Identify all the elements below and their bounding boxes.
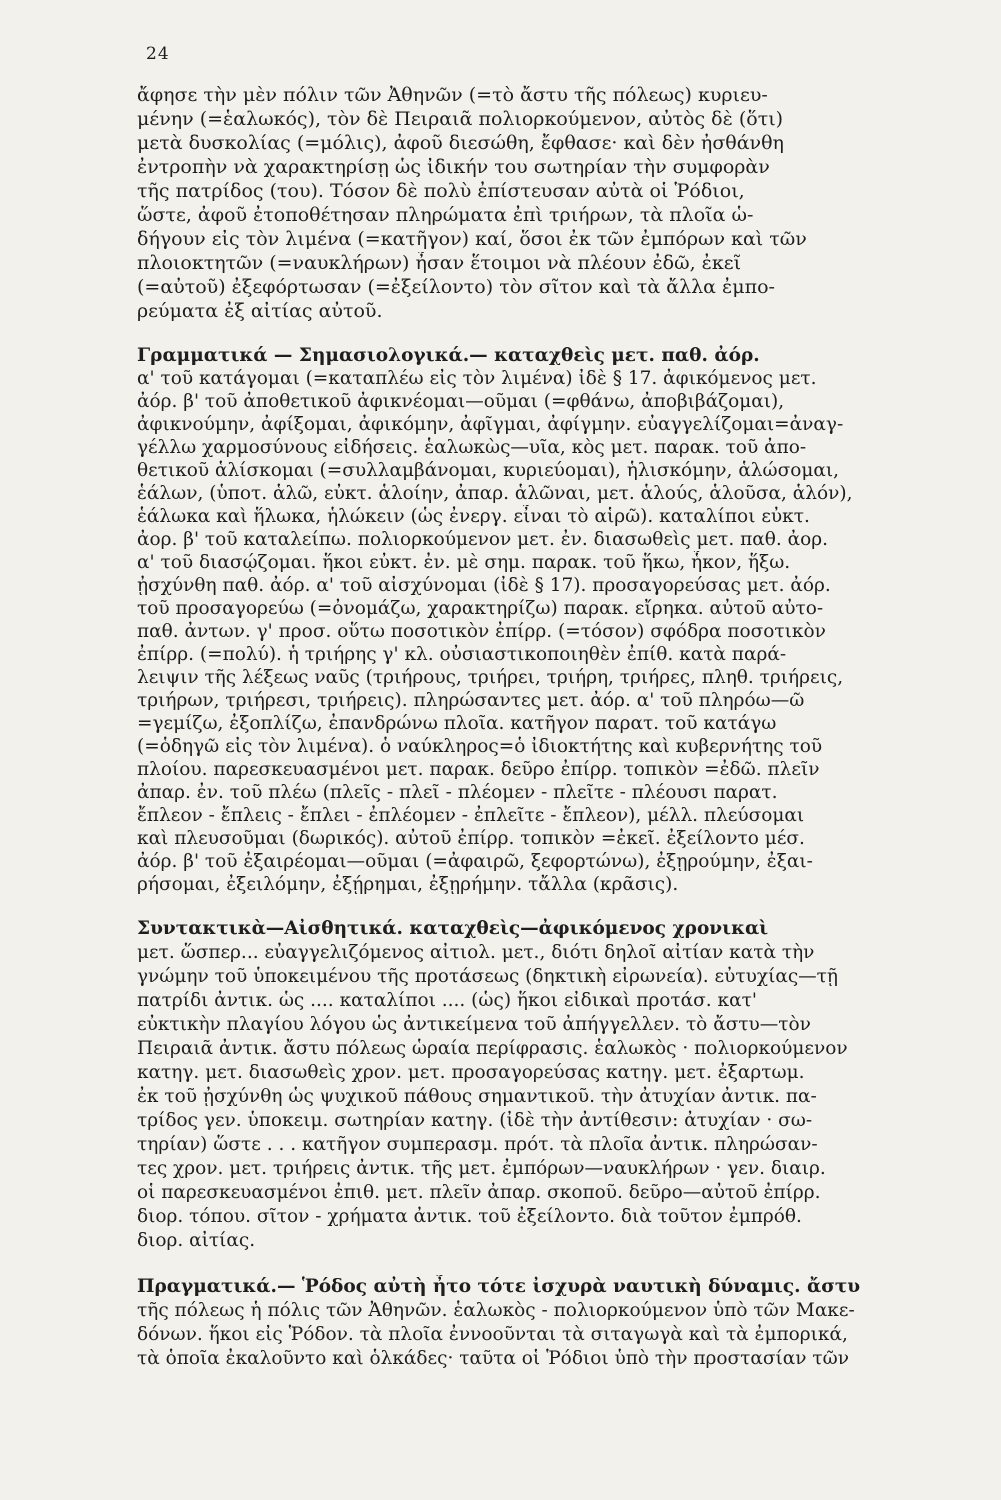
text-line: ρήσομαι, ἐξειλόμην, ἐξῄρημαι, ἐξῃρήμην. τἄλλα (κρᾶσις).: [137, 874, 679, 895]
text-line: ἀόρ. β' τοῦ ἐξαιρέομαι—οῦμαι (=ἀφαιρῶ, ξεφορτώνω), ἐξῃρούμην, ἐξαι-: [137, 851, 813, 872]
text-line: τοῦ προσαγορεύω (=ὀνομάζω, χαρακτηρίζω) παρακ. εἴρηκα. αὐτοῦ αὐτο-: [137, 598, 824, 619]
text-line: =γεμίζω, ἐξοπλίζω, ἐπανδρώνω πλοῖα. κατῆγον παρατ. τοῦ κατάγω: [137, 713, 777, 734]
text-line: γέλλω χαρμοσύνους εἰδήσεις. ἑαλωκὼς—υῖα, κὸς μετ. παρακ. τοῦ ἀπο-: [137, 437, 807, 458]
text-line: ἐπίρρ. (=πολύ). ἡ τριήρης γ' κλ. οὐσιαστικοποιηθὲν ἐπίθ. κατὰ παρά-: [137, 644, 787, 665]
text-line: τῆς πόλεως ἡ πόλις τῶν Ἀθηνῶν. ἑαλωκὸς - πολιορκούμενον ὑπὸ τῶν Μακε-: [137, 1300, 855, 1321]
text-line: ἄφησε τὴν μὲν πόλιν τῶν Ἀθηνῶν (=τὸ ἄστυ τῆς πόλεως) κυριευ-: [137, 84, 768, 106]
text-line: ἀφικνούμην, ἀφίξομαι, ἀφικόμην, ἀφῖγμαι, ἀφίγμην. εὐαγγελίζομαι=ἀναγ-: [137, 414, 844, 435]
text-line: (=ὁδηγῶ εἰς τὸν λιμένα). ὁ ναύκληρος=ὁ ἰδιοκτήτης καὶ κυβερνήτης τοῦ: [137, 736, 823, 757]
text-line: πλοίου. παρεσκευασμένοι μετ. παρακ. δεῦρο ἐπίρρ. τοπικὸν =ἐδῶ. πλεῖν: [137, 759, 820, 780]
text-line: οἱ παρεσκευασμένοι ἐπιθ. μετ. πλεῖν ἀπαρ. σκοποῦ. δεῦρο—αὐτοῦ ἐπίρρ.: [137, 1182, 821, 1203]
text-line: καὶ πλευσοῦμαι (δωρικός). αὐτοῦ ἐπίρρ. τοπικὸν =ἐκεῖ. ἐξείλοντο μέσ.: [137, 828, 805, 849]
text-line: τριήρων, τριήρεσι, τριήρεις). πληρώσαντες μετ. ἀόρ. α' τοῦ πληρόω—ῶ: [137, 690, 805, 711]
text-line: ἀπαρ. ἐν. τοῦ πλέω (πλεῖς - πλεῖ - πλέομεν - πλεῖτε - πλέουσι παρατ.: [137, 782, 778, 803]
text-line: ἑάλων, (ὑποτ. ἁλῶ, εὐκτ. ἁλοίην, ἀπαρ. ἁλῶναι, μετ. ἁλούς, ἁλοῦσα, ἁλόν),: [137, 483, 853, 504]
grammar-heading-line: Γραμματικά — Σημασιολογικά.— καταχθεὶς μετ. παθ. ἀόρ.: [137, 345, 760, 366]
text-line: α' τοῦ κατάγομαι (=καταπλέω εἰς τὸν λιμένα) ἰδὲ § 17. ἀφικόμενος μετ.: [137, 368, 817, 389]
text-line: διορ. τόπου. σῖτον - χρήματα ἀντικ. τοῦ ἐξείλοντο. διὰ τοῦτον ἐμπρόθ.: [137, 1206, 802, 1227]
text-line: δόνων. ἥκοι εἰς Ῥόδον. τὰ πλοῖα ἐννοοῦνται τὰ σιταγωγὰ καὶ τὰ ἐμπορικά,: [137, 1324, 848, 1345]
pragmatic-heading-line: Πραγματικά.— Ῥόδος αὐτὴ ἦτο τότε ἰσχυρὰ ναυτικὴ δύναμις. ἄστυ: [137, 1276, 861, 1297]
text-line: ἀόρ. β' τοῦ ἀποθετικοῦ ἀφικνέομαι—οῦμαι (=φθάνω, ἀποβιβάζομαι),: [137, 391, 785, 412]
syntax-heading-line: Συντακτικὰ—Αἰσθητικά. καταχθεὶς—ἀφικόμενος χρονικαὶ: [137, 918, 769, 939]
text-line: θετικοῦ ἁλίσκομαι (=συλλαμβάνομαι, κυριεύομαι), ἡλισκόμην, ἁλώσομαι,: [137, 460, 840, 481]
text-line: ἔπλεον - ἔπλεις - ἔπλει - ἐπλέομεν - ἐπλεῖτε - ἔπλεον), μέλλ. πλεύσομαι: [137, 805, 805, 826]
text-line: Πειραιᾶ ἀντικ. ἄστυ πόλεως ὡραία περίφρασις. ἑαλωκὸς · πολιορκούμενον: [137, 1038, 848, 1059]
text-line: γνώμην τοῦ ὑποκειμένου τῆς προτάσεως (δηκτικὴ εἰρωνεία). εὐτυχίας—τῇ: [137, 966, 839, 987]
text-line: τῆς πατρίδος (του). Τόσον δὲ πολὺ ἐπίστευσαν αὐτὰ οἱ Ῥόδιοι,: [137, 180, 745, 202]
text-line: μένην (=ἑαλωκός), τὸν δὲ Πειραιᾶ πολιορκούμενον, αὐτὸς δὲ (ὅτι): [137, 108, 784, 130]
text-line: παθ. ἀντων. γ' προσ. οὕτω ποσοτικὸν ἐπίρρ. (=τόσον) σφόδρα ποσοτικὸν: [137, 621, 826, 642]
text-line: πλοιοκτητῶν (=ναυκλήρων) ἦσαν ἕτοιμοι νὰ πλέουν ἐδῶ, ἐκεῖ: [137, 252, 742, 274]
text-line: ἀορ. β' τοῦ καταλείπω. πολιορκούμενον μετ. ἐν. διασωθεὶς μετ. παθ. ἀορ.: [137, 529, 829, 550]
text-line: πατρίδι ἀντικ. ὡς .... καταλίποι .... (ὡς) ἥκοι εἰδικαὶ προτάσ. κατ': [137, 990, 757, 1011]
text-line: ρεύματα ἐξ αἰτίας αὐτοῦ.: [137, 300, 383, 322]
text-line: τηρίαν) ὥστε . . . κατῆγον συμπερασμ. πρότ. τὰ πλοῖα ἀντικ. πληρώσαν-: [137, 1134, 818, 1155]
text-line: εὐκτικὴν πλαγίου λόγου ὡς ἀντικείμενα τοῦ ἀπήγγελλεν. τὸ ἄστυ—τὸν: [137, 1014, 811, 1035]
text-line: διορ. αἰτίας.: [137, 1230, 256, 1251]
text-line: α' τοῦ διασῴζομαι. ἥκοι εὐκτ. ἐν. μὲ σημ. παρακ. τοῦ ἥκω, ἧκον, ἥξω.: [137, 552, 791, 573]
text-line: τρίδος γεν. ὑποκειμ. σωτηρίαν κατηγ. (ἰδὲ τὴν ἀντίθεσιν: ἀτυχίαν · σω-: [137, 1110, 813, 1131]
text-line: μετὰ δυσκολίας (=μόλις), ἀφοῦ διεσώθη, ἔφθασε· καὶ δὲν ἠσθάνθη: [137, 132, 784, 154]
text-line: ἐντροπὴν νὰ χαρακτηρίσῃ ὡς ἰδικήν του σωτηρίαν τὴν συμφορὰν: [137, 156, 770, 178]
text-line: ᾐσχύνθη παθ. ἀόρ. α' τοῦ αἰσχύνομαι (ἰδὲ § 17). προσαγορεύσας μετ. ἀόρ.: [137, 575, 831, 596]
text-line: δήγουν εἰς τὸν λιμένα (=κατῆγον) καί, ὅσοι ἐκ τῶν ἐμπόρων καὶ τῶν: [137, 228, 807, 250]
text-line: κατηγ. μετ. διασωθεὶς χρον. μετ. προσαγορεύσας κατηγ. μετ. ἐξαρτωμ.: [137, 1062, 805, 1083]
text-line: τὰ ὁποῖα ἐκαλοῦντο καὶ ὁλκάδες· ταῦτα οἱ Ῥόδιοι ὑπὸ τὴν προστασίαν τῶν: [137, 1348, 849, 1369]
text-line: τες χρον. μετ. τριήρεις ἀντικ. τῆς μετ. ἐμπόρων—ναυκλήρων · γεν. διαιρ.: [137, 1158, 826, 1179]
page-number: 24: [146, 44, 170, 64]
text-line: ὥστε, ἀφοῦ ἐτοποθέτησαν πληρώματα ἐπὶ τριήρων, τὰ πλοῖα ὡ-: [137, 204, 754, 226]
text-line: μετ. ὥσπερ... εὐαγγελιζόμενος αἰτιολ. μετ., διότι δηλοῖ αἰτίαν κατὰ τὴν: [137, 942, 815, 963]
text-line: ἑάλωκα καὶ ἥλωκα, ἡλώκειν (ὡς ἐνεργ. εἶναι τὸ αἱρῶ). καταλίποι εὐκτ.: [137, 506, 810, 527]
text-line: (=αὐτοῦ) ἐξεφόρτωσαν (=ἐξείλοντο) τὸν σῖτον καὶ τὰ ἄλλα ἐμπο-: [137, 276, 775, 298]
text-line: ἐκ τοῦ ᾐσχύνθη ὡς ψυχικοῦ πάθους σημαντικοῦ. τὴν ἀτυχίαν ἀντικ. πα-: [137, 1086, 817, 1107]
text-line: λειψιν τῆς λέξεως ναῦς (τριήρους, τριήρει, τριήρη, τριήρες, πληθ. τριήρεις,: [137, 667, 844, 688]
